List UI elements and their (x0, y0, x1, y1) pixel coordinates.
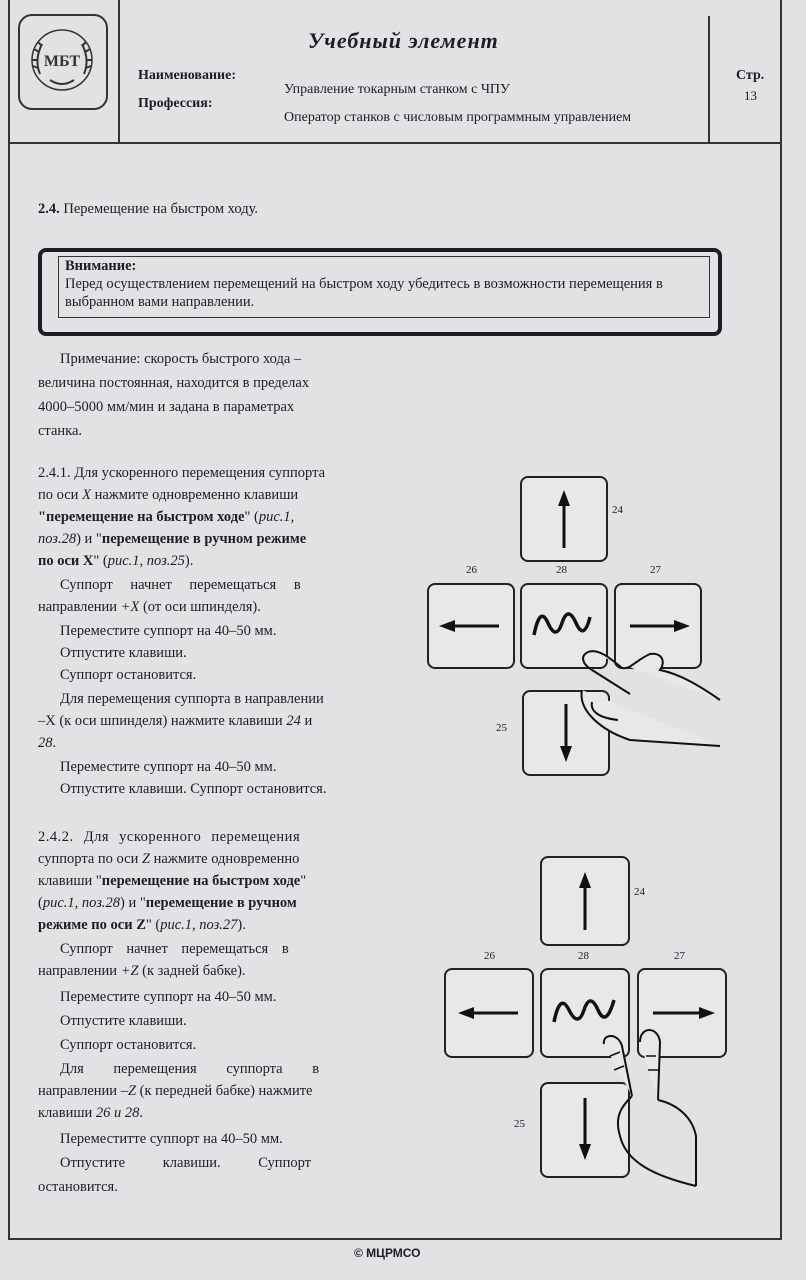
warning-inner (58, 256, 710, 318)
sub1-line: Для перемещения суппорта в направлении (60, 691, 324, 707)
sub1-line: –X (к оси шпинделя) нажмите клавиши 24 и (38, 713, 313, 729)
section-number: 2.4. (38, 201, 60, 217)
logo-lettering: МБТ (43, 53, 81, 70)
label-right: 27 (674, 950, 685, 962)
sub2-line: клавиши "перемещение на быстром ходе" (38, 873, 307, 889)
label-right: 27 (650, 564, 661, 576)
name-value: Управление токарным станком с ЧПУ (284, 82, 510, 97)
key-up (540, 856, 630, 946)
sub2-line: 2.4.2. Для ускоренного перемещения (38, 829, 301, 845)
label-up: 24 (634, 886, 645, 898)
sub1-line: Отпустите клавиши. (60, 645, 187, 661)
sub2-line: Отпустите клавиши. Суппорт (60, 1155, 311, 1171)
wreath-emblem-icon (26, 24, 98, 96)
sub1-line: поз.28) и "перемещение в ручном режиме (38, 531, 307, 547)
note-line: станка. (38, 423, 83, 439)
sub2-line: Суппорт остановится. (60, 1037, 197, 1053)
sub1-line: 28. (38, 735, 57, 751)
sub2-line: клавиши 26 и 28. (38, 1105, 143, 1121)
sub2-line: Отпустите клавиши. (60, 1013, 187, 1029)
note-line: Примечание: скорость быстрого хода – (60, 351, 302, 367)
sub1-line: направлении +X (от оси шпинделя). (38, 599, 261, 615)
label-left: 26 (484, 950, 495, 962)
hand-pressing-icon (570, 640, 730, 750)
sub2-line: Для перемещения суппорта в (60, 1061, 320, 1077)
warning-text: Перед осуществлением перемещений на быстром ходу убедитесь в возможности перемещения в выбранном вами направлении. (65, 276, 663, 310)
arrow-left-icon (446, 970, 532, 1056)
sub2-line: направлении –Z (к передней бабке) нажмите (38, 1083, 313, 1099)
sub2-line: Суппорт начнет перемещаться в (60, 941, 289, 957)
warning-title: Внимание: (65, 258, 137, 274)
key-left (427, 583, 515, 669)
section-title: Перемещение на быстром ходу. (63, 201, 259, 217)
hand-two-fingers-icon (596, 1016, 706, 1192)
page-label: Стр. (736, 68, 765, 83)
label-center: 28 (556, 564, 567, 576)
sub2-line: (рис.1, поз.28) и "перемещение в ручном (38, 895, 297, 911)
unit-title: Учебный элемент (308, 28, 499, 53)
section-heading (38, 198, 258, 220)
sub1-line: Суппорт начнет перемещаться в (60, 577, 301, 593)
page-frame-bottom (8, 1238, 782, 1240)
sub1-line: Суппорт остановится. (60, 667, 197, 683)
key-up (520, 476, 608, 562)
sub1-line: Отпустите клавиши. Суппорт остановится. (60, 781, 327, 797)
organization-logo (18, 14, 108, 110)
sub1-line: Переместите суппорт на 40–50 мм. (60, 759, 277, 775)
page-header (8, 0, 782, 144)
warning-box (38, 248, 722, 336)
note-line: величина постоянная, находится в пределах (38, 375, 310, 391)
profession-label: Профессия: (138, 96, 213, 111)
sub2-line: суппорта по оси Z нажмите одновременно (38, 851, 300, 867)
arrow-up-icon (542, 858, 628, 944)
note-line: 4000–5000 мм/мин и задана в параметрах (38, 399, 295, 415)
sub2-line: остановится. (38, 1179, 118, 1195)
sub1-line: по оси X" (рис.1, поз.25). (38, 553, 194, 569)
sub1-line: 2.4.1. Для ускоренного перемещения суппорта (38, 465, 326, 481)
page-number-cell (708, 16, 784, 142)
sub1-line: по оси X нажмите одновременно клавиши (38, 487, 299, 503)
arrow-left-icon (429, 585, 513, 667)
page-frame-left (0, 0, 10, 1240)
sub2-line: режиме по оси Z" (рис.1, поз.27). (38, 917, 246, 933)
sub2-line: Переместитте суппорт на 40–50 мм. (60, 1131, 283, 1147)
footer-copyright: © МЦРМСО (354, 1246, 421, 1260)
sub2-line: Переместите суппорт на 40–50 мм. (60, 989, 277, 1005)
label-down: 25 (496, 722, 507, 734)
sub1-line: Переместите суппорт на 40–50 мм. (60, 623, 277, 639)
logo-cell (8, 0, 120, 142)
label-down: 25 (514, 1118, 525, 1130)
label-center: 28 (578, 950, 589, 962)
name-label: Наименование: (138, 68, 236, 83)
key-left (444, 968, 534, 1058)
label-up: 24 (612, 504, 623, 516)
label-left: 26 (466, 564, 477, 576)
arrow-up-icon (522, 478, 606, 560)
page-frame-right (780, 0, 782, 1240)
page-number: 13 (744, 88, 757, 103)
profession-value: Оператор станков с числовым программным управлением (284, 110, 632, 125)
sub2-line: направлении +Z (к задней бабке). (38, 963, 246, 979)
sub1-line: "перемещение на быстром ходе" (рис.1, (38, 509, 295, 525)
